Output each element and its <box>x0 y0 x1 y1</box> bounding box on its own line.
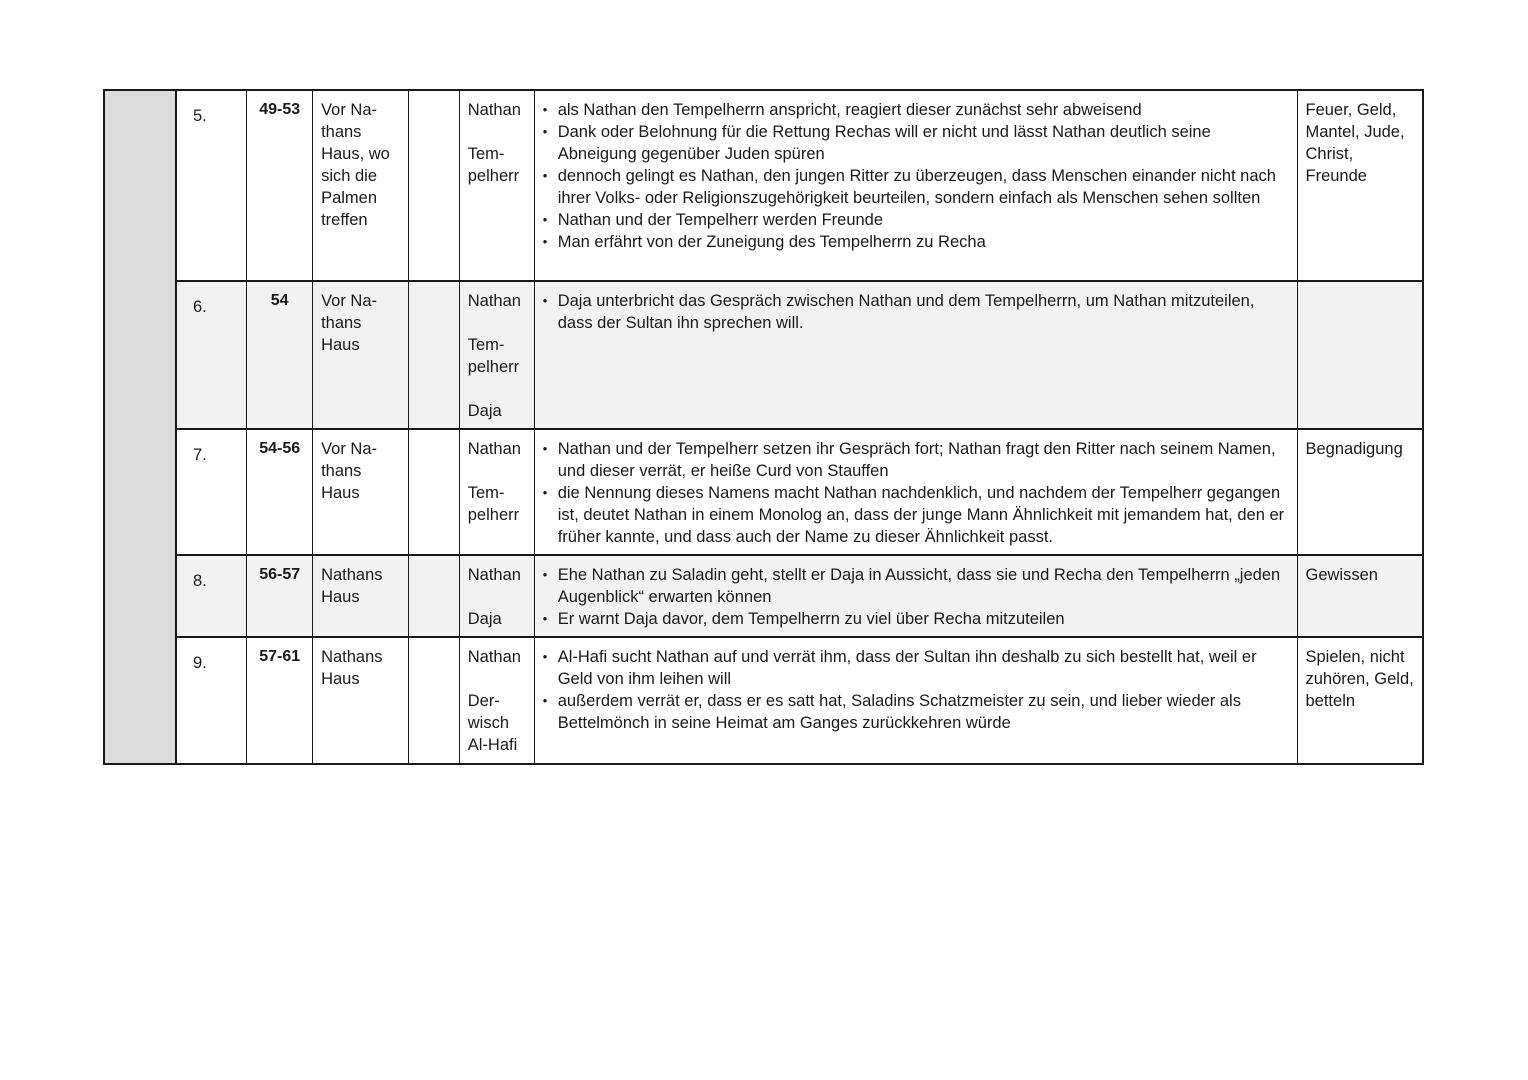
scene-pages: 54 <box>247 281 313 429</box>
scene-keywords: Feuer, Geld, Mantel, Jude, Christ, Freunde <box>1297 91 1422 281</box>
scene-content <box>534 91 1297 281</box>
scene-content-item: • Nathan und der Tempelherr werden Freunde <box>543 209 1289 231</box>
scene-persons <box>459 637 534 763</box>
scene-number: 9. <box>177 637 247 763</box>
scene-number: 7. <box>177 429 247 555</box>
scene-content-item: • außerdem verrät er, dass er es satt hat, Saladins Schatzmeister zu sein, und lieber wieder als Bettelmönch in seine Heimat am Ganges zurückkehren würde <box>543 690 1289 734</box>
scene-content-item: • Ehe Nathan zu Saladin geht, stellt er Daja in Aussicht, dass sie und Recha den Tempelherrn „jeden Augenblick“ erwarten können <box>543 564 1289 608</box>
scene-content-item: • Man erfährt von der Zuneigung des Tempelherrn zu Recha <box>543 231 1289 253</box>
act-column <box>105 91 177 763</box>
scene-person: Nathan <box>467 440 521 458</box>
scene-person: Daja <box>467 402 502 420</box>
scene-content <box>534 281 1297 429</box>
scene-pages: 56-57 <box>247 555 313 637</box>
scene-content-item: • dennoch gelingt es Nathan, den jungen Ritter zu überzeugen, dass Menschen einander nicht nach ihrer Volks- oder Religionszugehörigkeit beurteilen, sondern einfach als Menschen sehen sollten <box>543 165 1289 209</box>
scene-person: Al-Hafi <box>467 736 518 754</box>
scene-place-line: thans <box>321 314 362 332</box>
scene-place-line: Vor Na- <box>321 440 377 458</box>
scene-row <box>177 429 1422 555</box>
scene-empty-cell <box>408 637 459 763</box>
scene-number: 8. <box>177 555 247 637</box>
scene-content-item: • Al-Hafi sucht Nathan auf und verrät ihm, dass der Sultan ihn deshalb zu sich bestellt hat, weil er Geld von ihm leihen will <box>543 646 1289 690</box>
scene-place <box>313 637 409 763</box>
scene-place-line: thans <box>321 123 362 141</box>
scene-place <box>313 91 409 281</box>
scene-person: pelherr <box>467 358 520 376</box>
scene-keywords: Begnadigung <box>1297 429 1422 555</box>
scene-place-line: Palmen <box>321 189 378 207</box>
scene-place <box>313 429 409 555</box>
scene-person: Tem- <box>467 484 505 502</box>
scene-place-line: Haus <box>321 670 360 688</box>
scene-persons <box>459 281 534 429</box>
scene-pages: 54-56 <box>247 429 313 555</box>
scene-content <box>534 637 1297 763</box>
scene-overview-table <box>103 89 1424 765</box>
scene-persons <box>459 429 534 555</box>
scene-persons <box>459 91 534 281</box>
scene-place-line: Haus <box>321 588 360 606</box>
scene-person: Tem- <box>467 336 505 354</box>
scene-person: Der- <box>467 692 500 710</box>
scene-place-line: sich die <box>321 167 378 185</box>
scene-place-line: Haus <box>321 484 360 502</box>
scene-person: pelherr <box>467 506 520 524</box>
scene-pages: 49-53 <box>247 91 313 281</box>
scene-empty-cell <box>408 281 459 429</box>
scene-row <box>177 91 1422 281</box>
scene-empty-cell <box>408 429 459 555</box>
scene-empty-cell <box>408 91 459 281</box>
scene-person: Daja <box>467 610 502 628</box>
scene-keywords <box>1297 281 1422 429</box>
scene-place-line: Haus, wo <box>321 145 390 163</box>
scene-place-line: Nathans <box>321 566 383 584</box>
scene-person: Tem- <box>467 145 505 163</box>
scene-content-item: • als Nathan den Tempelherrn anspricht, reagiert dieser zunächst sehr abweisend <box>543 99 1289 121</box>
scene-empty-cell <box>408 555 459 637</box>
scene-row <box>177 637 1422 763</box>
scene-content <box>534 429 1297 555</box>
scene-pages: 57-61 <box>247 637 313 763</box>
scene-keywords: Gewissen <box>1297 555 1422 637</box>
scenes-table <box>177 91 1422 763</box>
scene-person: wisch <box>467 714 510 732</box>
scene-person: pelherr <box>467 167 520 185</box>
scene-place-line: thans <box>321 462 362 480</box>
scene-persons <box>459 555 534 637</box>
scene-content-item: • Nathan und der Tempelherr setzen ihr Gespräch fort; Nathan fragt den Ritter nach seinem Namen, und dieser verrät, er heiße Curd von Stauffen <box>543 438 1289 482</box>
scene-person: Nathan <box>467 648 521 666</box>
scene-row <box>177 281 1422 429</box>
scene-place <box>313 281 409 429</box>
scene-person: Nathan <box>467 566 521 584</box>
scene-row <box>177 555 1422 637</box>
scene-content-item: • Daja unterbricht das Gespräch zwischen Nathan und dem Tempelherrn, um Nathan mitzuteilen, dass der Sultan ihn sprechen will. <box>543 290 1289 334</box>
scene-place-line: Vor Na- <box>321 101 377 119</box>
scene-place <box>313 555 409 637</box>
scene-place-line: treffen <box>321 211 368 229</box>
scene-content-item: • Er warnt Daja davor, dem Tempelherrn zu viel über Recha mitzuteilen <box>543 608 1289 630</box>
scene-content <box>534 555 1297 637</box>
scene-person: Nathan <box>467 101 521 119</box>
scene-place-line: Nathans <box>321 648 383 666</box>
scene-place-line: Vor Na- <box>321 292 377 310</box>
scene-person: Nathan <box>467 292 521 310</box>
scene-keywords: Spielen, nicht zuhören, Geld, betteln <box>1305 648 1414 710</box>
scene-place-line: Haus <box>321 336 360 354</box>
scene-content-item: • Dank oder Belohnung für die Rettung Rechas will er nicht und lässt Nathan deutlich seine Abneigung gegenüber Juden spüren <box>543 121 1289 165</box>
scene-number: 6. <box>177 281 247 429</box>
scene-number: 5. <box>177 91 247 281</box>
scene-content-item: • die Nennung dieses Namens macht Nathan nachdenklich, und nachdem der Tempelherr gegangen ist, deutet Nathan in einem Monolog an, dass der junge Mann Ähnlichkeit mit jemandem hat, den er früher kannte, und dass auch der Name zu dieser Ähnlichkeit passt. <box>543 482 1289 548</box>
